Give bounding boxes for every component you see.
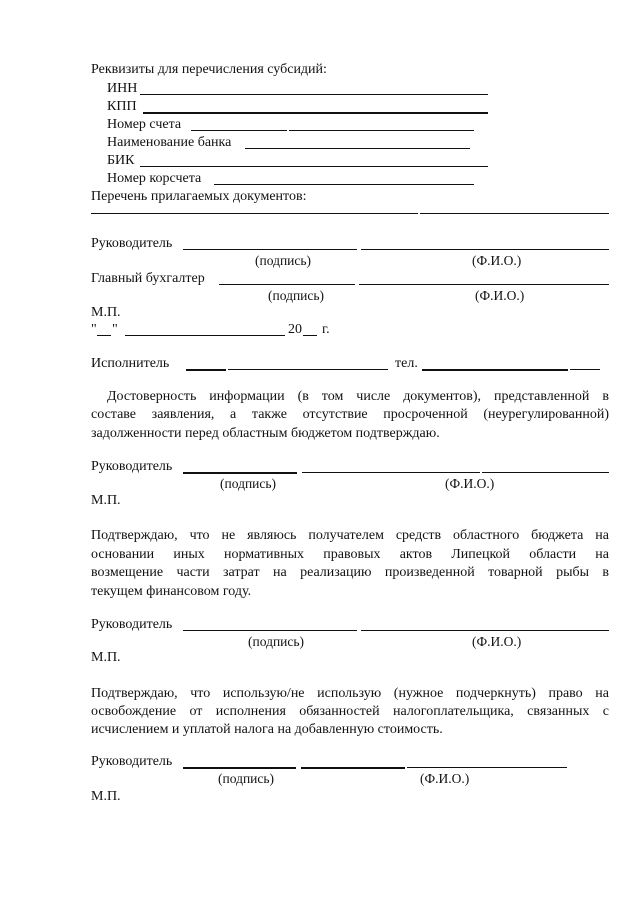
name-caption-2: (Ф.И.О.) — [475, 288, 525, 303]
head-name-field-3[interactable] — [361, 630, 609, 631]
date-day-field[interactable] — [97, 335, 111, 336]
reliability-line-3: задолженности перед областным бюджетом подтверждаю. — [91, 426, 440, 441]
head-label-4: Руководитель — [91, 754, 173, 769]
executor-label: Исполнитель — [91, 356, 170, 371]
head-signature-field-2[interactable] — [183, 472, 297, 474]
head-name-field-2-part2[interactable] — [482, 472, 609, 473]
reliability-line-1: Достоверность информации (в том числе документов), представленной в — [107, 389, 609, 404]
kpp-label: КПП — [107, 99, 137, 114]
phone-field-part1[interactable] — [422, 369, 568, 371]
account-number-field-part2[interactable] — [289, 130, 474, 131]
head-label-2: Руководитель — [91, 459, 173, 474]
vat-line-1: Подтверждаю, что использую/не использую (нужное подчеркнуть) право на — [91, 686, 609, 701]
executor-field-part1[interactable] — [186, 369, 226, 371]
stamp-2: М.П. — [91, 493, 121, 508]
not-recipient-line-4: текущем финансовом году. — [91, 584, 252, 599]
date-quote-open: " — [91, 322, 97, 337]
documents-list-field-part1[interactable] — [91, 213, 418, 214]
chief-accountant-label: Главный бухгалтер — [91, 271, 205, 286]
chief-accountant-name-field[interactable] — [359, 284, 609, 285]
account-number-label: Номер счета — [107, 117, 182, 132]
vat-line-2: освобождение от исполнения обязанностей налогоплательщика, связанных с — [91, 704, 609, 719]
head-name-field-4-part1[interactable] — [301, 767, 405, 769]
corr-account-field[interactable] — [214, 184, 474, 185]
head-name-field-4-part2[interactable] — [407, 767, 567, 768]
documents-list-field-part2[interactable] — [420, 213, 609, 214]
phone-field-part2[interactable] — [570, 369, 600, 370]
inn-label: ИНН — [107, 81, 138, 96]
phone-label: тел. — [395, 356, 418, 371]
head-name-field-2-part1[interactable] — [302, 472, 480, 473]
date-month-field[interactable] — [125, 335, 285, 336]
head-signature-field-4[interactable] — [183, 767, 296, 769]
executor-field-part2[interactable] — [228, 369, 388, 370]
not-recipient-line-2: основании иных нормативных правовых актов Липецкой области на — [91, 547, 609, 562]
name-caption-3: (Ф.И.О.) — [445, 476, 495, 491]
head-label-3: Руководитель — [91, 617, 173, 632]
reliability-line-2: составе заявления, а также отсутствие просроченной (неурегулированной) — [91, 407, 609, 422]
date-quote-close: " — [112, 322, 118, 337]
bik-label: БИК — [107, 153, 135, 168]
name-caption-1: (Ф.И.О.) — [472, 253, 522, 268]
head-name-field-1[interactable] — [361, 249, 609, 250]
head-signature-field-3[interactable] — [183, 630, 357, 631]
requisites-title: Реквизиты для перечисления субсидий: — [91, 62, 327, 77]
bik-field[interactable] — [140, 166, 488, 167]
head-signature-field-1[interactable] — [183, 249, 357, 250]
head-label-1: Руководитель — [91, 236, 173, 251]
inn-field[interactable] — [140, 94, 488, 95]
bank-name-field[interactable] — [245, 148, 470, 149]
documents-list-label: Перечень прилагаемых документов: — [91, 189, 307, 204]
signature-caption-4: (подпись) — [248, 634, 305, 649]
name-caption-4: (Ф.И.О.) — [472, 634, 522, 649]
signature-caption-5: (подпись) — [218, 771, 275, 786]
bank-name-label: Наименование банка — [107, 135, 232, 150]
stamp-4: М.П. — [91, 789, 121, 804]
kpp-field[interactable] — [143, 112, 488, 114]
date-year-field[interactable] — [303, 335, 317, 336]
date-year-suffix: г. — [322, 322, 330, 337]
name-caption-5: (Ф.И.О.) — [420, 771, 470, 786]
not-recipient-line-1: Подтверждаю, что не являюсь получателем средств областного бюджета на — [91, 528, 609, 543]
signature-caption-1: (подпись) — [255, 253, 312, 268]
chief-accountant-signature-field[interactable] — [219, 284, 355, 285]
signature-caption-2: (подпись) — [268, 288, 325, 303]
not-recipient-line-3: возмещение части затрат на реализацию произведенной товарной рыбы в — [91, 565, 609, 580]
date-year-prefix: 20 — [288, 322, 302, 337]
account-number-field-part1[interactable] — [191, 130, 287, 131]
signature-caption-3: (подпись) — [220, 476, 277, 491]
vat-line-3: исчислением и уплатой налога на добавленную стоимость. — [91, 722, 443, 737]
stamp-1: М.П. — [91, 305, 121, 320]
stamp-3: М.П. — [91, 650, 121, 665]
corr-account-label: Номер корсчета — [107, 171, 202, 186]
